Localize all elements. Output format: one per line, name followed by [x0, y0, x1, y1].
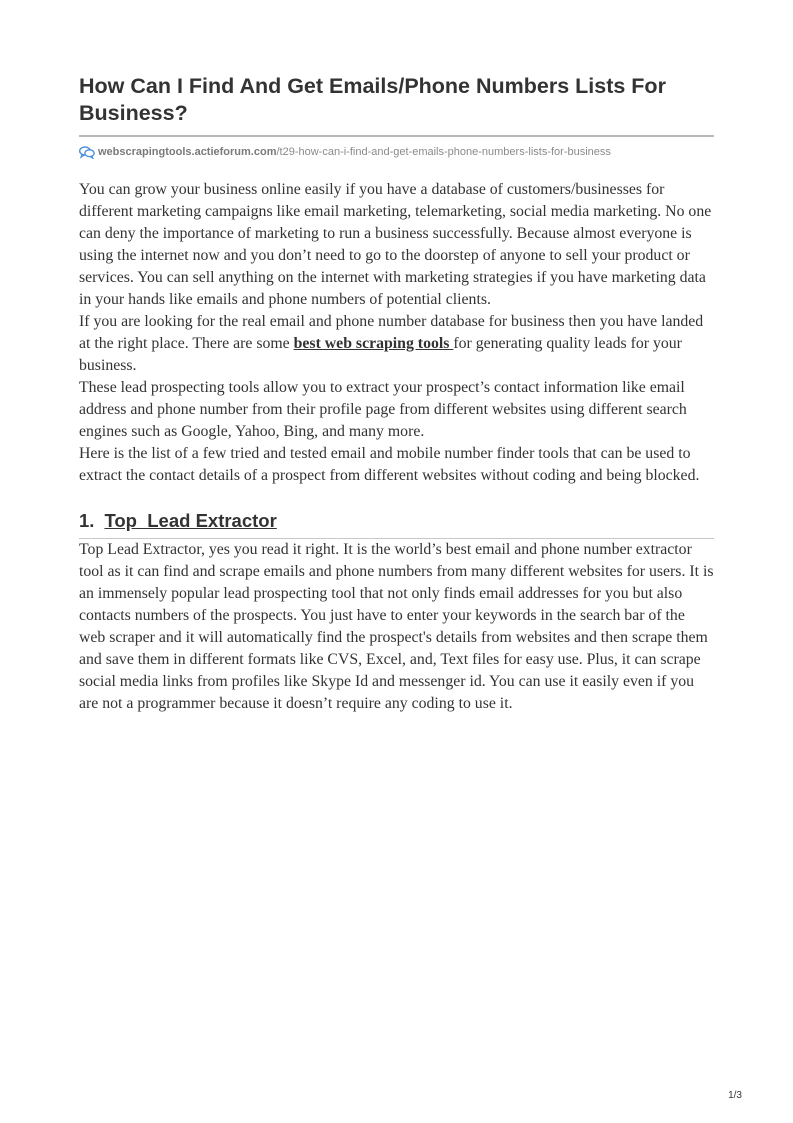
article	[79, 73, 714, 715]
paragraph: You can grow your business online easily if you have a database of customers/businesses for different marketing campaigns like email marketing, telemarketing, social media marketing. No one can deny the importance of marketing to run a business successfully. Because almost everyone is using the internet now and you don’t need to go to the doorstep of anyone to sell your product or services. You can sell anything on the internet with marketing strategies if you have marketing data in your hands like emails and phone numbers of potential clients.	[79, 181, 712, 308]
speech-bubbles-icon	[79, 146, 95, 159]
paragraph: Top Lead Extractor, yes you read it right. It is the world’s best email and phone number extractor tool as it can find and scrape emails and phone numbers from many different websites for users. It is an immensely popular lead prospecting tool that not only finds email addresses for you but also contacts numbers of the prospects. You just have to enter your keywords in the search bar of the web scraper and it will automatically find the prospect's details from websites and then scrape them and save them in different formats like CVS, Excel, and, Text files for easy use. Plus, it can scrape social media links from profiles like Skype Id and messenger id. You can use it easily even if you are not a programmer because it doesn’t require any coding to use it.	[79, 541, 714, 712]
paragraph	[79, 311, 714, 377]
paragraph-text: for generating quality leads for your business.	[79, 335, 682, 374]
source-url[interactable]	[79, 144, 714, 160]
page-title: How Can I Find And Get Emails/Phone Numbers Lists For Business?	[79, 73, 714, 137]
paragraph: These lead prospecting tools allow you to extract your prospect’s contact information like email address and phone number from their profile page from different websites using different search engines such as Google, Yahoo, Bing, and many more.	[79, 379, 687, 440]
section-number: 1.	[79, 510, 95, 531]
paragraph: Here is the list of a few tried and tested email and mobile number finder tools that can be used to extract the contact details of a prospect from different websites without coding and being blocked.	[79, 445, 700, 484]
section-heading	[79, 509, 714, 539]
top-lead-extractor-link[interactable]: Top Lead Extractor	[104, 510, 277, 531]
page-number: 1/3	[728, 1090, 742, 1101]
paragraph-text: If you are looking for the real email and phone number database for business then you have landed at the right place. There are some	[79, 313, 704, 352]
source-domain[interactable]: webscrapingtools.actieforum.com	[98, 146, 277, 158]
source-path[interactable]: /t29-how-can-i-find-and-get-emails-phone-numbers-lists-for-business	[276, 146, 611, 158]
best-web-scraping-tools-link[interactable]: best web scraping tools	[293, 335, 454, 352]
article-body	[79, 179, 714, 715]
